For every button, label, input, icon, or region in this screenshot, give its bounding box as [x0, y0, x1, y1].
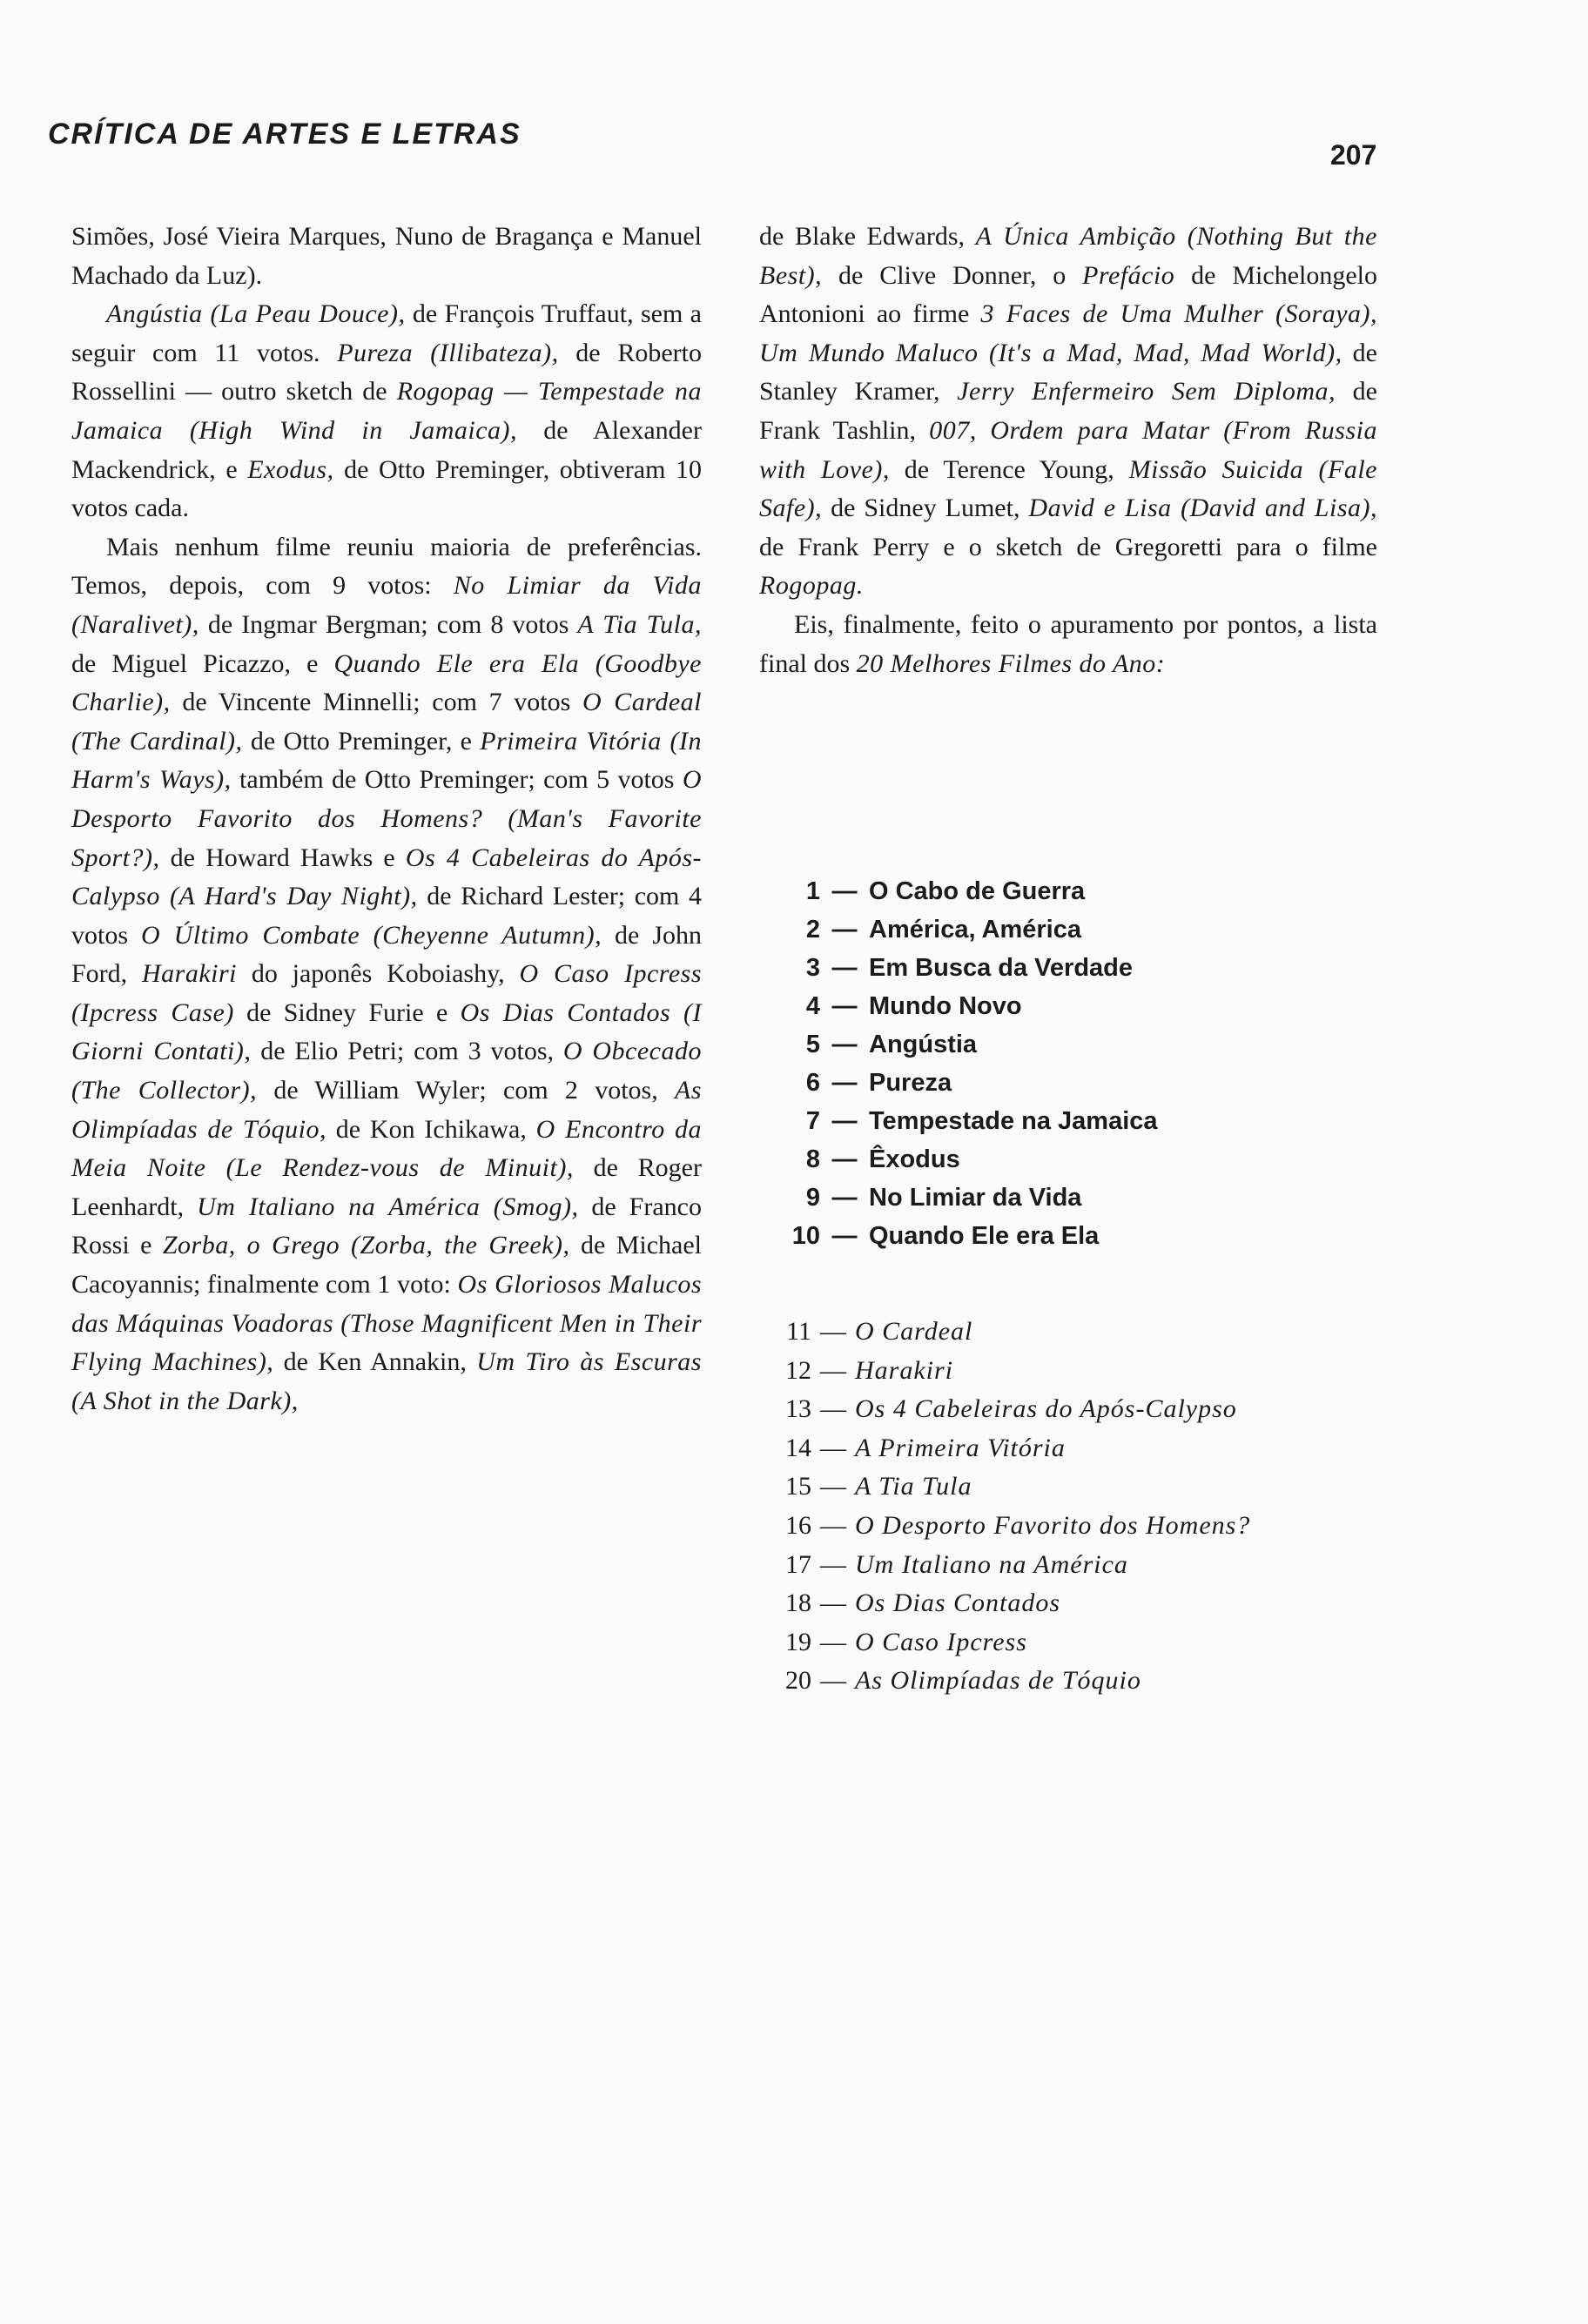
list-item — [773, 1064, 1158, 1102]
film-title: O Desporto Favorito dos Homens? (Man's Favorite Sport?), — [71, 765, 703, 872]
film-title: A Tia Tula — [855, 1472, 972, 1501]
film-title: O Desporto Favorito dos Homens? — [855, 1510, 1251, 1540]
rank-separator: — — [831, 1184, 858, 1212]
rank-separator: — — [820, 1472, 846, 1501]
film-title: América, América — [869, 916, 1081, 944]
list-item — [773, 949, 1158, 987]
film-title: O Obcecado (The Collector), — [71, 1037, 702, 1105]
list-item — [773, 1102, 1158, 1140]
film-title: Os Gloriosos Malucos das Máquinas Voadoras (Those Magnificent Men in Their Flying Machines), — [71, 1270, 702, 1377]
rank-number: 16 — [785, 1510, 811, 1540]
text-run: de Terence Young, — [889, 454, 1129, 484]
film-title: Os 4 Cabeleiras do Após-Calypso (A Hard's Day Night), — [71, 843, 703, 911]
list-item — [773, 1140, 1158, 1179]
film-title: O Encontro da Meia Noite (Le Rendez-vous de Minuit), — [71, 1114, 703, 1183]
film-title: Em Busca da Verdade — [869, 954, 1134, 982]
rank-separator: — — [820, 1549, 846, 1579]
paragraph — [71, 528, 702, 1421]
text-run: de Clive Donner, o — [822, 260, 1083, 290]
film-title: Pureza (Illibateza), — [337, 338, 559, 367]
film-title: Rogopag. — [759, 571, 864, 601]
rank-separator: — — [831, 992, 858, 1020]
rank-number: 1 — [805, 877, 820, 905]
list-item — [777, 1623, 1250, 1662]
film-title: Exodus, — [247, 454, 334, 484]
rank-number: 18 — [785, 1589, 811, 1618]
text-run: de Ken Annakin, — [273, 1347, 477, 1377]
text-run: de Vincente Minnelli; com 7 votos — [170, 688, 582, 717]
rank-separator: — — [831, 1145, 858, 1173]
film-title: Jerry Enfermeiro Sem Diploma, — [957, 377, 1336, 406]
running-head: CRÍTICA DE ARTES E LETRAS — [48, 118, 521, 151]
rank-number: 8 — [805, 1145, 820, 1173]
film-title: Harakiri — [855, 1355, 953, 1385]
film-title: 20 Melhores Filmes do Ano: — [856, 648, 1166, 678]
film-title: Prefácio — [1082, 260, 1175, 290]
film-title: A Primeira Vitória — [855, 1433, 1066, 1462]
paragraph — [759, 606, 1377, 683]
film-title: Zorba, o Grego (Zorba, the Greek), — [162, 1231, 570, 1260]
rank-separator: — — [831, 1222, 858, 1250]
film-title: No Limiar da Vida (Naralivet), — [71, 571, 702, 639]
film-title: Angústia — [869, 1031, 978, 1058]
text-run: de Howard Hawks e — [159, 843, 406, 872]
rank-number: 13 — [785, 1394, 811, 1424]
film-title: No Limiar da Vida — [869, 1184, 1082, 1212]
list-item — [777, 1468, 1250, 1507]
film-title: Primeira Vitória (In Harm's Ways), — [71, 726, 702, 795]
rank-separator: — — [820, 1589, 846, 1618]
film-title: David e Lisa (David and Lisa), — [1028, 494, 1377, 523]
text-run: Mais nenhum filme reuniu maioria de preferências. Temos, depois, com 9 votos: — [71, 532, 702, 601]
film-title: 007, Ordem para Matar (From Russia with Love), — [759, 415, 1377, 484]
rank-separator: — — [820, 1317, 846, 1346]
list-item — [773, 1025, 1158, 1064]
list-item — [777, 1390, 1250, 1429]
film-title: Rogopag — Tempestade na Jamaica (High Wind in Jamaica), — [71, 377, 702, 445]
text-run: de William Wyler; com 2 votos, — [257, 1076, 675, 1105]
rank-separator: — — [820, 1394, 846, 1424]
rank-separator: — — [831, 1107, 858, 1135]
rank-separator: — — [831, 1069, 858, 1097]
list-item — [777, 1662, 1250, 1701]
list-item — [777, 1429, 1250, 1468]
rank-number: 17 — [785, 1549, 811, 1579]
film-title: Os Dias Contados — [855, 1589, 1061, 1618]
rank-number: 20 — [785, 1666, 811, 1696]
text-run: de Elio Petri; com 3 votos, — [251, 1037, 563, 1066]
list-item — [773, 987, 1158, 1025]
list-item — [777, 1546, 1250, 1585]
list-item — [777, 1507, 1250, 1546]
text-run: Simões, José Vieira Marques, Nuno de Bragança e Manuel Machado da Luz). — [71, 222, 702, 290]
film-title: Um Italiano na América (Smog), — [197, 1192, 579, 1221]
film-title: Angústia (La Peau Douce), — [106, 299, 406, 329]
text-run: de Blake Edwards, — [759, 222, 976, 251]
film-title: As Olimpíadas de Tóquio, — [71, 1076, 702, 1144]
paragraph — [71, 295, 702, 528]
film-title: A Tia Tula, — [577, 609, 702, 639]
text-run: de Roger Leenhardt, — [71, 1153, 702, 1221]
top-ten-list — [773, 872, 1158, 1255]
text-run: de François Truffaut, sem a seguir com 11 votos. — [71, 299, 702, 367]
film-title: O Caso Ipcress — [855, 1627, 1027, 1656]
rank-separator: — — [831, 877, 858, 905]
rank-separator: — — [831, 954, 858, 982]
list-item — [777, 1313, 1250, 1352]
rank-number: 14 — [785, 1433, 811, 1462]
film-title: 3 Faces de Uma Mulher (Soraya), Um Mundo Maluco (It's a Mad, Mad, Mad World), — [759, 299, 1378, 367]
rank-separator: — — [820, 1627, 846, 1656]
rank-number: 12 — [785, 1355, 811, 1385]
text-run: de Otto Preminger, e — [242, 726, 481, 756]
list-item — [773, 1179, 1158, 1217]
rank-number: 2 — [805, 916, 820, 944]
film-title: Pureza — [869, 1069, 952, 1097]
text-run: de Alexander Mackendrick, e — [71, 415, 702, 484]
rank-number: 5 — [805, 1031, 820, 1058]
film-title: Um Italiano na América — [855, 1549, 1128, 1579]
paragraph — [71, 218, 702, 295]
list-item — [777, 1584, 1250, 1623]
rank-number: 15 — [785, 1472, 811, 1501]
remaining-films-list — [777, 1313, 1250, 1701]
text-run: de Otto Preminger, obtiveram 10 votos cada. — [71, 454, 702, 523]
text-run: de Sidney Furie e — [233, 997, 461, 1027]
film-title: O Caso Ipcress (Ipcress Case) — [71, 959, 702, 1027]
text-run: de Miguel Picazzo, e — [71, 648, 334, 678]
rank-separator: — — [820, 1355, 846, 1385]
text-run: de Richard Lester; com 4 votos — [71, 882, 702, 950]
film-title: Um Tiro às Escuras (A Shot in the Dark), — [71, 1347, 702, 1415]
film-title: Quando Ele era Ela (Goodbye Charlie), — [71, 648, 702, 717]
film-title: A Única Ambição (Nothing But the Best), — [759, 222, 1377, 290]
film-title: O Cardeal — [855, 1317, 973, 1346]
list-item — [773, 910, 1158, 949]
film-title: O Cardeal (The Cardinal), — [71, 688, 703, 756]
list-item — [777, 1352, 1250, 1391]
text-run: de Frank Perry e o sketch de Gregoretti para o filme — [759, 532, 1377, 561]
text-run: de Michael Cacoyannis; finalmente com 1 voto: — [71, 1231, 702, 1300]
text-run: do japonês Koboiashy, — [237, 959, 520, 989]
left-column — [71, 218, 702, 1421]
film-title: Quando Ele era Ela — [869, 1222, 1100, 1250]
text-run: de Roberto Rossellini — outro sketch de — [71, 338, 702, 406]
rank-number: 7 — [805, 1107, 820, 1135]
rank-number: 9 — [805, 1184, 820, 1212]
film-title: Missão Suicida (Fale Safe), — [759, 454, 1377, 523]
rank-separator: — — [820, 1433, 846, 1462]
rank-separator: — — [820, 1666, 846, 1696]
list-item — [773, 872, 1158, 910]
rank-number: 3 — [805, 954, 820, 982]
film-title: Os Dias Contados (I Giorni Contati), — [71, 997, 702, 1066]
right-column — [759, 218, 1377, 683]
rank-number: 19 — [785, 1627, 811, 1656]
rank-number: 4 — [805, 992, 820, 1020]
film-title: As Olimpíadas de Tóquio — [855, 1666, 1141, 1696]
rank-number: 10 — [791, 1222, 820, 1250]
film-title: Harakiri — [142, 959, 237, 989]
text-run: de Michelongelo Antonioni ao firme — [759, 260, 1377, 329]
text-run: de Ingmar Bergman; com 8 votos — [198, 609, 578, 639]
film-title: Os 4 Cabeleiras do Após-Calypso — [855, 1394, 1237, 1424]
rank-separator: — — [820, 1510, 846, 1540]
film-title: Êxodus — [869, 1145, 960, 1173]
film-title: O Cabo de Guerra — [869, 877, 1086, 905]
text-run: de Sidney Lumet, — [822, 494, 1029, 523]
rank-separator: — — [831, 916, 858, 944]
text-run: de Stanley Kramer, — [759, 338, 1377, 406]
text-run: de John Ford, — [71, 920, 702, 989]
paragraph — [759, 218, 1377, 606]
text-run: também de Otto Preminger; com 5 votos — [231, 765, 683, 795]
text-run: Eis, finalmente, feito o apuramento por pontos, a lista final dos — [759, 609, 1377, 678]
text-run: de Kon Ichikawa, — [326, 1114, 536, 1144]
text-run: de Franco Rossi e — [71, 1192, 702, 1260]
rank-number: 6 — [805, 1069, 820, 1097]
list-item — [773, 1217, 1158, 1255]
text-run: de Frank Tashlin, — [759, 377, 1377, 445]
film-title: O Último Combate (Cheyenne Autumn), — [140, 920, 602, 950]
rank-separator: — — [831, 1031, 858, 1058]
rank-number: 11 — [786, 1317, 811, 1346]
film-title: Tempestade na Jamaica — [869, 1107, 1158, 1135]
film-title: Mundo Novo — [869, 992, 1022, 1020]
page-number: 207 — [1330, 139, 1377, 171]
